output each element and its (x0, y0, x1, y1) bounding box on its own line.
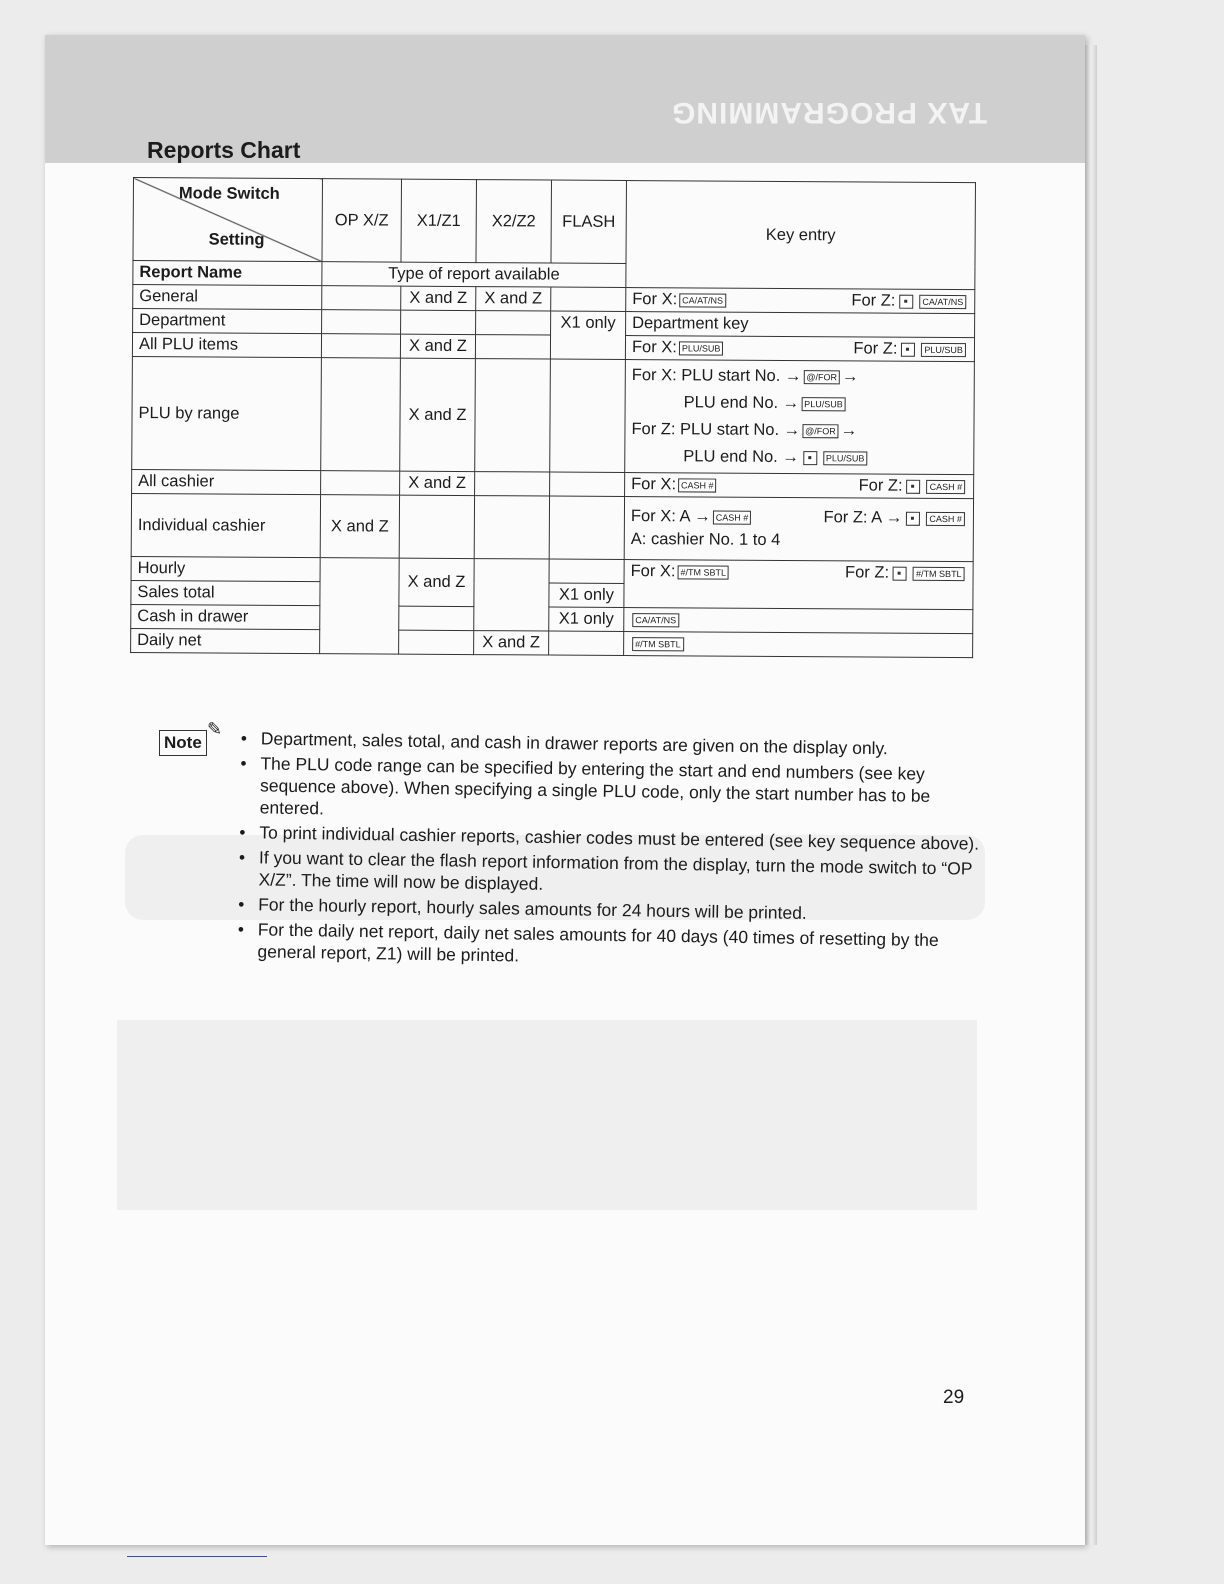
reports-chart-table (130, 177, 976, 658)
table-row (132, 356, 975, 474)
mode-dot-key-icon (893, 566, 907, 580)
list-item: • To print individual cashier reports, cashier codes must be entered (see key sequence above). (233, 821, 993, 855)
arrow-icon: → (782, 447, 799, 467)
ca-at-ns-key-icon: CA/AT/NS (632, 613, 679, 627)
document-page (45, 35, 1085, 1545)
arrow-icon: → (782, 393, 800, 413)
key-entry (624, 632, 973, 658)
list-item: • The PLU code range can be specified by entering the start and end numbers (see key sequence above). When specifying a single PLU code, only the start number has to be entered. (234, 752, 995, 830)
table-header-row (133, 178, 975, 266)
mode-dot-key-icon (901, 342, 915, 356)
report-name-header: Report Name (133, 261, 322, 286)
key-entry: For X: CASH # For Z: CASH # (625, 473, 974, 499)
arrow-icon: → (783, 420, 801, 440)
cash-key-icon: CASH # (926, 511, 965, 525)
page-number: 29 (943, 1387, 965, 1408)
cell-x1z1: X and Z (401, 286, 476, 310)
report-name: Cash in drawer (131, 604, 320, 629)
mode-opxz: OP X/Z (322, 179, 402, 262)
table-row (131, 628, 973, 657)
report-name: Sales total (131, 580, 320, 605)
ca-at-ns-key-icon: CA/AT/NS (679, 293, 726, 307)
note-list (231, 727, 995, 977)
arrow-icon: → (840, 421, 858, 440)
cash-key-icon: CASH # (927, 479, 966, 493)
ca-at-ns-key-icon: CA/AT/NS (919, 294, 966, 308)
cash-key-icon: CASH # (713, 510, 752, 524)
report-name: General (133, 285, 322, 310)
mode-dot-key-icon (803, 451, 817, 465)
report-name: All cashier (132, 469, 321, 494)
at-for-key-icon: @/FOR (803, 370, 840, 384)
key-entry: For X: CA/AT/NS For Z: CA/AT/NS (626, 288, 975, 314)
report-name: Daily net (131, 628, 320, 653)
key-entry: For X: PLU/SUB For Z: PLU/SUB (625, 336, 974, 362)
tm-sbtl-key-icon: #/TM SBTL (913, 566, 965, 580)
mode-dot-key-icon (906, 511, 920, 525)
key-entry: Department key (626, 312, 975, 338)
list-item: • If you want to clear the flash report information from the display, turn the mode switch to “OP X/Z”. The time will now be displayed. (232, 846, 993, 902)
type-available-header: Type of report available (322, 262, 626, 288)
mode-flash: FLASH (551, 180, 627, 263)
key-entry: For X: PLU start No. → @/FOR → PLU end No. → PLU/SUB For Z: PLU start No. → @/FOR → PLU end No. → PLU/SUB (625, 360, 975, 475)
report-name: Individual cashier (131, 493, 320, 557)
at-for-key-icon: @/FOR (802, 424, 839, 438)
cell-flash: X1 only (550, 311, 625, 359)
key-entry (624, 608, 973, 634)
list-item: • For the hourly report, hourly sales amounts for 24 hours will be printed. (232, 893, 992, 927)
plu-sub-key-icon: PLU/SUB (921, 342, 966, 356)
arrow-icon: → (694, 507, 711, 526)
cell-x1z1: X and Z (400, 358, 476, 471)
cell-opxz: X and Z (320, 495, 399, 558)
plu-sub-key-icon: PLU/SUB (679, 341, 724, 355)
cell-flash: X1 only (549, 607, 624, 631)
bleed-through-table (117, 1020, 977, 1210)
cell-x1z1: X and Z (399, 558, 474, 606)
cell-x1z1: X and Z (400, 334, 475, 358)
report-name: All PLU items (132, 333, 321, 358)
list-item: • Department, sales total, and cash in drawer reports are given on the display only. (235, 727, 995, 761)
list-item: • For the daily net report, daily net sales amounts for 40 days (40 times of resetting by the general report, Z1) will be printed. (231, 918, 992, 974)
page-title: Reports Chart (147, 137, 301, 163)
arrow-icon: → (784, 366, 802, 386)
page-edge (1085, 45, 1097, 1545)
table-row (131, 493, 973, 561)
underline-artifact (127, 1556, 267, 1557)
cell-x1z1: X and Z (400, 471, 475, 495)
key-entry-header: Key entry (626, 181, 976, 290)
mode-dot-key-icon (899, 294, 913, 308)
arrow-icon: → (885, 508, 903, 527)
pencil-icon: ✎ (207, 719, 223, 739)
key-entry: For X: #/TM SBTL For Z: #/TM SBTL (624, 560, 973, 610)
key-entry: For X: A → CASH # For Z: A → CASH # A: cashier No. 1 to 4 (624, 497, 973, 562)
setting-label: Setting (208, 230, 265, 249)
cashier-range-note: A: cashier No. 1 to 4 (630, 530, 781, 549)
mode-dot-key-icon (907, 479, 921, 493)
cell-flash: X1 only (549, 583, 624, 607)
arrow-icon: → (842, 367, 859, 386)
report-name: Hourly (131, 556, 320, 581)
report-name: PLU by range (132, 356, 322, 470)
tm-sbtl-key-icon: #/TM SBTL (677, 565, 729, 579)
mode-x2z2: X2/Z2 (476, 180, 552, 263)
cell-x2z2: X and Z (476, 287, 551, 311)
mode-x1z1: X1/Z1 (401, 179, 477, 262)
cash-key-icon: CASH # (678, 478, 717, 492)
note-label: Note (159, 730, 207, 756)
mode-setting-header (133, 178, 323, 262)
cell-x2z2: X and Z (474, 631, 549, 655)
tm-sbtl-key-icon: #/TM SBTL (632, 637, 684, 651)
plu-sub-key-icon: PLU/SUB (823, 451, 868, 465)
plu-sub-key-icon: PLU/SUB (801, 397, 846, 411)
section-header: TAX PROGRAMMING (670, 96, 987, 129)
mode-switch-label: Mode Switch (178, 184, 280, 203)
report-name: Department (133, 309, 322, 334)
